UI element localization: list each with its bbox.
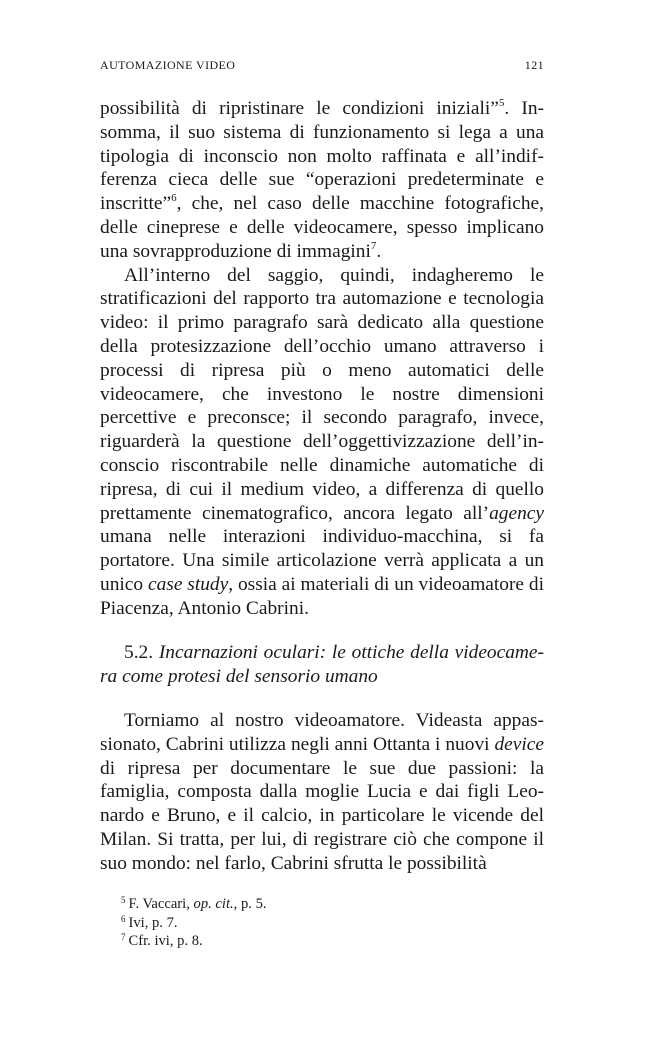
footnote-italic: op. cit. (193, 896, 234, 912)
footnote-text: F. Vaccari, (128, 896, 194, 912)
body-text-block-2 (100, 709, 544, 876)
text-run: . Insomma, il suo sistema di funzionamento si lega a una tipologia di inconscio non molto raffinata e all’indifferenza cieca delle sue “operazioni predeterminate e inscritte” (100, 98, 544, 215)
footnote-number: 6 (121, 913, 126, 924)
paragraph (100, 264, 544, 621)
running-head (100, 58, 544, 76)
page-number: 121 (524, 58, 544, 72)
text-run: di ripresa per documentare le sue due passioni: la famiglia, composta dalla moglie Lucia e dai figli Leonardo e Bruno, e il calcio, in particolare le vicende del Milan. Si tratta, per lui, di registrare ciò che compone il suo mondo: nel farlo, Cabrini sfrutta le possibilità (100, 757, 544, 874)
footnote-text: Ivi, p. 7. (128, 914, 178, 931)
footnote-number: 7 (121, 932, 126, 942)
text-run: All’interno del saggio, quindi, indagheremo le stratificazioni del rapporto tra automazione e tecnologia video: il primo paragrafo sarà dedicato alla questione della protesizzazione dell’occhio umano attraverso i processi di ripresa più o meno automatici delle videocamere, che investono le nostre dimensioni percettive e preconsce; il secondo paragrafo, invece, riguarderà la questione dell’oggettivizzazione dell’inconscio riscontrabile nelle dinamiche automatiche di ripresa, di cui il medium video, a differenza di quello prettamente cinematografico, ancora legato all’ (100, 264, 544, 524)
footnote (121, 914, 267, 933)
section-heading (100, 641, 544, 689)
paragraph-continued (100, 97, 544, 264)
footnote-text: , p. 5. (233, 896, 267, 912)
text-run: umana nelle interazioni individuo-macchina, si fa portatore. Una simile articolazione verrà applicata a un unico (100, 526, 544, 595)
footnote (121, 932, 267, 951)
footnote-number: 5 (121, 895, 126, 905)
italic-term: case study (147, 573, 229, 595)
footnote-ref-6[interactable]: 6 (171, 192, 177, 205)
paragraph (100, 709, 544, 876)
footnote (121, 895, 267, 914)
text-run: , che, nel caso delle macchine fotografiche, delle cineprese e delle videocamere, spesso implicano una sovrapproduzione di immagini (100, 193, 544, 262)
body-text-block-1 (100, 97, 544, 621)
text-run: , ossia ai materiali di un videoamatore di Piacenza, Antonio Cabrini. (100, 573, 544, 619)
italic-term: device (494, 733, 544, 755)
footnote-text: Cfr. ivi, p. 8. (128, 933, 203, 949)
text-run: Torniamo al nostro videoamatore. Videasta appassionato, Cabrini utilizza negli anni Ottanta i nuovi (100, 710, 544, 755)
italic-term: agency (489, 502, 544, 524)
text-run: possibilità di ripristinare le condizioni iniziali” (100, 98, 499, 119)
section-number: 5.2. (124, 642, 154, 663)
text-run: . (376, 240, 382, 262)
section-title: Incarnazioni oculari: le ottiche della videocamera come protesi del sensorio umano (100, 642, 544, 687)
footnotes (121, 895, 267, 951)
footnote-ref-5[interactable]: 5 (498, 97, 505, 109)
running-title: AUTOMAZIONE VIDEO (100, 58, 236, 72)
footnote-ref-7[interactable]: 7 (370, 239, 377, 252)
